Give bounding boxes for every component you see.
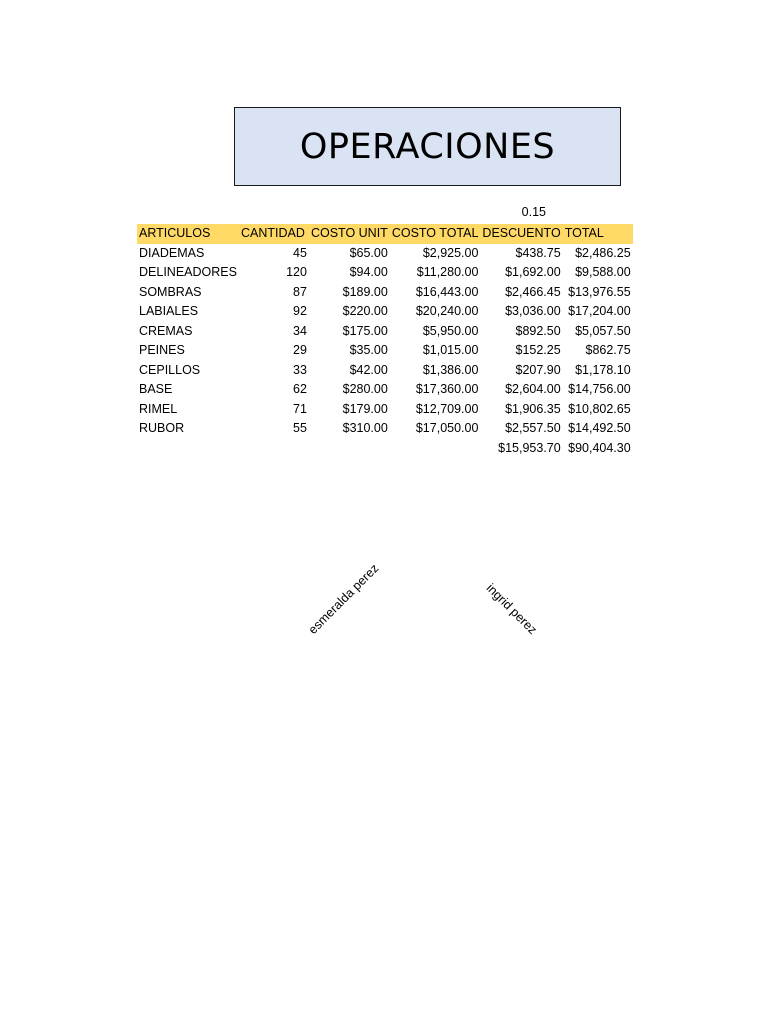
cell-costo-total: $16,443.00 [415,284,479,299]
header-row [137,224,633,244]
cell-descuento: $1,906.35 [505,401,561,416]
cell-descuento: $1,692.00 [505,265,561,279]
cell-total: $1,178.10 [575,362,631,377]
cell-costo-total: $5,950.00 [422,323,479,338]
cell-total: $2,486.25 [575,245,631,260]
cell-descuento: $2,604.00 [505,382,561,396]
cell-costo-unit: $310.00 [342,421,388,435]
header-articulos: ARTICULOS [139,226,211,240]
cell-costo-unit: $175.00 [342,323,388,338]
cell-cantidad: 33 [293,362,307,377]
cell-total: $17,204.00 [568,304,631,318]
cell-cantidad: 120 [286,265,307,279]
header-costo-unit: COSTO UNIT [310,226,388,240]
cell-costo-unit: $65.00 [349,245,388,260]
signature-ingrid: ingrid perez [483,580,540,638]
operations-table [137,224,633,458]
sheet-title: OPERACIONES [234,107,621,186]
cell-cantidad: 29 [293,343,307,357]
cell-costo-total: $17,050.00 [415,421,479,435]
table-row [137,341,633,361]
header-cantidad: CANTIDAD [240,226,305,240]
cell-costo-unit: $220.00 [342,304,388,318]
table-row [137,322,633,342]
totals-row [137,439,633,459]
table-row [137,302,633,322]
cell-cantidad: 92 [293,304,307,318]
cell-descuento: $2,557.50 [505,421,561,435]
cell-total: $9,588.00 [575,265,631,279]
grand-total-cell: $90,404.30 [568,440,631,455]
cell-costo-unit: $35.00 [349,343,388,357]
cell-cantidad: 34 [293,323,307,338]
cell-articulo: RIMEL [139,401,178,416]
cell-costo-total: $20,240.00 [415,304,479,318]
cell-articulo: LABIALES [139,304,199,318]
cell-cantidad: 87 [293,284,307,299]
cell-articulo: BASE [139,382,173,396]
cell-total: $5,057.50 [575,323,631,338]
cell-costo-total: $11,280.00 [416,265,479,279]
table-row [137,283,633,303]
cell-cantidad: 55 [293,421,307,435]
table-row [137,263,633,283]
cell-cantidad: 45 [293,245,307,260]
cell-costo-total: $17,360.00 [415,382,479,396]
signature-esmeralda: esmeralda perez [305,561,382,637]
cell-total: $14,756.00 [568,382,631,396]
table-row [137,244,633,264]
cell-descuento: $2,466.45 [505,284,561,299]
table-row [137,419,633,439]
cell-articulo: RUBOR [139,421,185,435]
total-descuento-cell: $15,953.70 [498,440,561,455]
totals-empty-cell [137,439,239,459]
cell-descuento: $892.50 [515,323,561,338]
cell-cantidad: 62 [293,382,307,396]
cell-articulo: CREMAS [139,323,193,338]
cell-descuento: $438.75 [515,245,561,260]
cell-total: $862.75 [585,343,631,357]
cell-total: $14,492.50 [568,421,631,435]
table-row [137,361,633,381]
cell-articulo: DIADEMAS [139,245,205,260]
cell-articulo: CEPILLOS [139,362,201,377]
header-descuento: DESCUENTO [482,226,561,240]
cell-total: $13,976.55 [568,284,631,299]
discount-rate-cell: 0.15 [521,205,546,219]
cell-costo-unit: $42.00 [349,362,388,377]
cell-articulo: SOMBRAS [139,284,202,299]
cell-cantidad: 71 [293,401,307,416]
cell-articulo: PEINES [139,343,185,357]
cell-costo-total: $12,709.00 [415,401,479,416]
cell-descuento: $207.90 [515,362,561,377]
header-total: TOTAL [564,226,604,240]
table-row [137,380,633,400]
cell-articulo: DELINEADORES [139,265,237,279]
cell-costo-unit: $189.00 [342,284,388,299]
cell-total: $10,802.65 [568,401,631,416]
table-row [137,400,633,420]
totals-empty-cell [239,439,309,459]
cell-costo-unit: $280.00 [342,382,388,396]
cell-costo-total: $2,925.00 [422,245,479,260]
header-costo-total: COSTO TOTAL [391,226,479,240]
cell-costo-unit: $179.00 [342,401,388,416]
cell-costo-total: $1,386.00 [422,362,479,377]
cell-costo-total: $1,015.00 [422,343,479,357]
cell-descuento: $3,036.00 [505,304,561,318]
cell-descuento: $152.25 [515,343,561,357]
totals-empty-cell [309,439,390,459]
totals-empty-cell [390,439,481,459]
cell-costo-unit: $94.00 [349,265,388,279]
